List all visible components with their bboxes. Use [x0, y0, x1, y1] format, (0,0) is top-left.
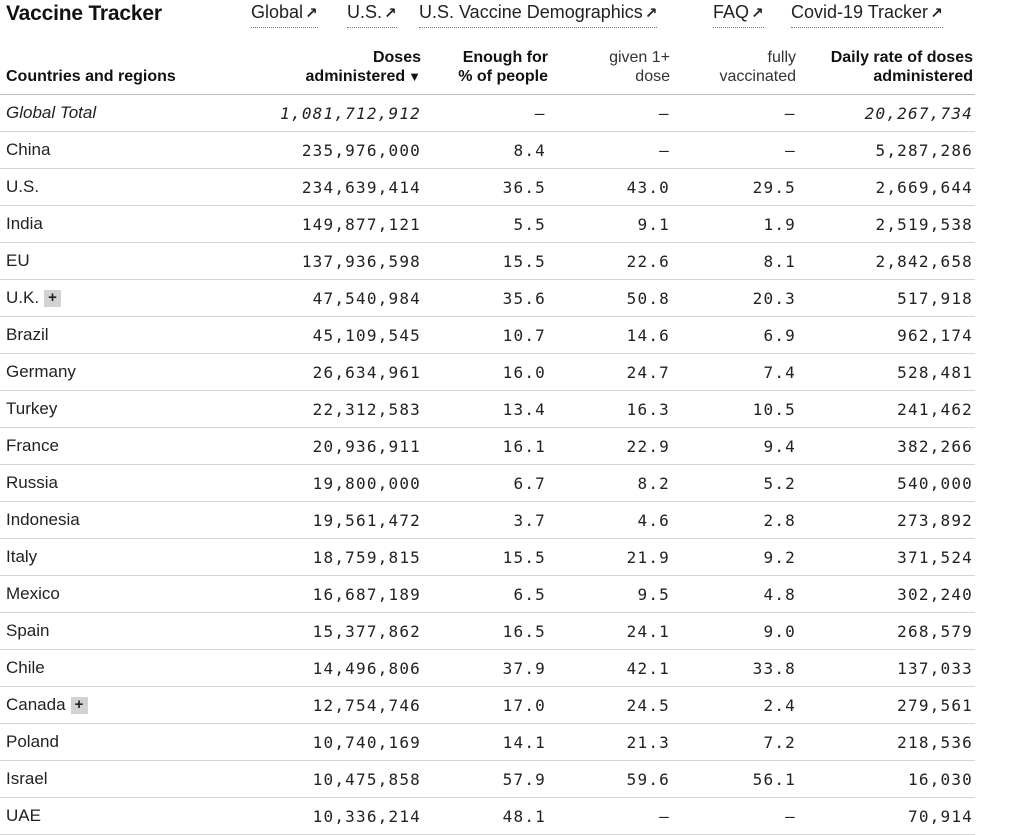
given-cell: – [548, 95, 672, 132]
table-row [0, 761, 975, 798]
daily-cell: 540,000 [798, 465, 975, 502]
fully-cell: 10.5 [672, 391, 798, 428]
daily-cell: 5,287,286 [798, 132, 975, 169]
table-row [0, 613, 975, 650]
table-row [0, 391, 975, 428]
nav-link-label: Covid-19 Tracker [791, 2, 929, 22]
country-name: Brazil [6, 325, 49, 344]
external-arrow-icon: ↗ [384, 5, 397, 22]
country-cell [0, 576, 253, 613]
expand-plus-icon[interactable]: + [71, 697, 88, 714]
given-cell: 9.5 [548, 576, 672, 613]
table-header-row [0, 34, 975, 95]
country-name: Germany [6, 362, 76, 381]
header-daily-rate[interactable] [798, 34, 975, 95]
nav-link-global[interactable] [251, 2, 318, 28]
enough-cell: 10.7 [423, 317, 548, 354]
daily-cell: 137,033 [798, 650, 975, 687]
given-cell: 21.9 [548, 539, 672, 576]
daily-cell: 241,462 [798, 391, 975, 428]
nav-link-label: U.S. Vaccine Demographics [419, 2, 643, 22]
daily-cell: 279,561 [798, 687, 975, 724]
doses-cell: 18,759,815 [253, 539, 423, 576]
daily-cell: 528,481 [798, 354, 975, 391]
doses-cell: 19,561,472 [253, 502, 423, 539]
header-enough-for[interactable] [423, 34, 548, 95]
enough-cell: 15.5 [423, 539, 548, 576]
country-cell [0, 132, 253, 169]
nav-link-label: U.S. [347, 2, 383, 22]
given-cell: 21.3 [548, 724, 672, 761]
enough-cell: 37.9 [423, 650, 548, 687]
nav-link-us-vaccine-demographics[interactable] [419, 2, 657, 28]
country-cell [0, 687, 253, 724]
given-cell: 9.1 [548, 206, 672, 243]
daily-cell: 16,030 [798, 761, 975, 798]
header-label-line1: Daily rate of doses [830, 49, 973, 66]
doses-cell: 47,540,984 [253, 280, 423, 317]
fully-cell: 1.9 [672, 206, 798, 243]
country-name: Chile [6, 658, 45, 677]
enough-cell: 16.1 [423, 428, 548, 465]
country-name: EU [6, 251, 30, 270]
nav-link-us[interactable] [347, 2, 397, 28]
table-row [0, 798, 975, 835]
fully-cell: – [672, 132, 798, 169]
enough-cell: 13.4 [423, 391, 548, 428]
country-cell [0, 317, 253, 354]
fully-cell: 33.8 [672, 650, 798, 687]
table-row [0, 132, 975, 169]
doses-cell: 234,639,414 [253, 169, 423, 206]
table-row [0, 650, 975, 687]
given-cell: – [548, 798, 672, 835]
fully-cell: 9.0 [672, 613, 798, 650]
doses-cell: 15,377,862 [253, 613, 423, 650]
enough-cell: 17.0 [423, 687, 548, 724]
doses-cell: 19,800,000 [253, 465, 423, 502]
header-label: Countries and regions [6, 68, 176, 85]
enough-cell: 16.5 [423, 613, 548, 650]
given-cell: 14.6 [548, 317, 672, 354]
country-cell [0, 539, 253, 576]
doses-cell: 10,740,169 [253, 724, 423, 761]
country-cell [0, 206, 253, 243]
external-arrow-icon: ↗ [930, 5, 943, 22]
header-label-line2: administered [873, 68, 973, 85]
enough-cell: 36.5 [423, 169, 548, 206]
doses-cell: 20,936,911 [253, 428, 423, 465]
header-countries[interactable] [0, 34, 253, 95]
external-arrow-icon: ↗ [644, 5, 658, 22]
country-cell [0, 724, 253, 761]
nav-link-label: FAQ [713, 2, 750, 22]
daily-cell: 273,892 [798, 502, 975, 539]
doses-cell: 45,109,545 [253, 317, 423, 354]
country-name: UAE [6, 806, 41, 825]
sort-down-icon: ▼ [408, 69, 421, 84]
country-name: China [6, 140, 51, 159]
enough-cell: 15.5 [423, 243, 548, 280]
top-bar [6, 0, 1016, 34]
daily-cell: 371,524 [798, 539, 975, 576]
table-row [0, 539, 975, 576]
daily-cell: 302,240 [798, 576, 975, 613]
country-cell [0, 280, 253, 317]
fully-cell: 7.2 [672, 724, 798, 761]
country-name: Poland [6, 732, 59, 751]
given-cell: – [548, 132, 672, 169]
table-body [0, 95, 975, 835]
header-label-line2: dose [635, 68, 670, 85]
doses-cell: 12,754,746 [253, 687, 423, 724]
country-cell [0, 613, 253, 650]
enough-cell: 5.5 [423, 206, 548, 243]
country-cell [0, 798, 253, 835]
country-name: Italy [6, 547, 38, 566]
nav-link-label: Global [251, 2, 304, 22]
doses-cell: 137,936,598 [253, 243, 423, 280]
enough-cell: 57.9 [423, 761, 548, 798]
header-label-line2: vaccinated [719, 68, 796, 85]
external-arrow-icon: ↗ [751, 5, 764, 22]
country-cell [0, 169, 253, 206]
header-doses-administered[interactable] [253, 34, 423, 95]
header-label-line1: Enough for [462, 49, 548, 66]
fully-cell: 9.2 [672, 539, 798, 576]
table-row [0, 317, 975, 354]
country-name: Canada [6, 695, 66, 714]
nav-link-covid-19-tracker[interactable] [791, 2, 943, 28]
vaccine-table [0, 34, 975, 835]
daily-cell: 2,669,644 [798, 169, 975, 206]
enough-cell: 48.1 [423, 798, 548, 835]
app-title: Vaccine Tracker [6, 2, 162, 25]
country-cell [0, 391, 253, 428]
fully-cell: – [672, 798, 798, 835]
daily-cell: 70,914 [798, 798, 975, 835]
doses-cell: 235,976,000 [253, 132, 423, 169]
country-name: India [6, 214, 43, 233]
doses-cell: 14,496,806 [253, 650, 423, 687]
daily-cell: 382,266 [798, 428, 975, 465]
daily-cell: 268,579 [798, 613, 975, 650]
country-cell [0, 650, 253, 687]
country-cell [0, 465, 253, 502]
header-given-one-dose[interactable] [548, 34, 672, 95]
country-cell [0, 761, 253, 798]
fully-cell: 2.4 [672, 687, 798, 724]
enough-cell: 6.7 [423, 465, 548, 502]
header-label-line1: given 1+ [609, 49, 670, 66]
given-cell: 50.8 [548, 280, 672, 317]
doses-cell: 22,312,583 [253, 391, 423, 428]
enough-cell: – [423, 95, 548, 132]
country-name: Turkey [6, 399, 58, 418]
country-cell [0, 502, 253, 539]
table-row [0, 243, 975, 280]
table-row [0, 724, 975, 761]
fully-cell: 29.5 [672, 169, 798, 206]
country-name: Israel [6, 769, 48, 788]
table-row[interactable] [0, 280, 975, 317]
given-cell: 16.3 [548, 391, 672, 428]
table-row [0, 206, 975, 243]
header-label-line2: % of people [458, 68, 548, 85]
fully-cell: 2.8 [672, 502, 798, 539]
given-cell: 4.6 [548, 502, 672, 539]
table-row-global-total [0, 95, 975, 132]
country-cell [0, 95, 253, 132]
fully-cell: 5.2 [672, 465, 798, 502]
daily-cell: 962,174 [798, 317, 975, 354]
table-row [0, 502, 975, 539]
fully-cell: – [672, 95, 798, 132]
enough-cell: 14.1 [423, 724, 548, 761]
header-label-line1: Doses [372, 49, 421, 66]
doses-cell: 10,336,214 [253, 798, 423, 835]
daily-cell: 218,536 [798, 724, 975, 761]
country-name: Russia [6, 473, 58, 492]
given-cell: 22.6 [548, 243, 672, 280]
given-cell: 24.7 [548, 354, 672, 391]
country-name: France [6, 436, 59, 455]
header-label-line2: administered [305, 68, 406, 85]
given-cell: 8.2 [548, 465, 672, 502]
nav-link-faq[interactable] [713, 2, 764, 28]
daily-cell: 2,519,538 [798, 206, 975, 243]
given-cell: 22.9 [548, 428, 672, 465]
doses-cell: 149,877,121 [253, 206, 423, 243]
country-cell [0, 354, 253, 391]
country-name: Mexico [6, 584, 60, 603]
table-row [0, 354, 975, 391]
table-row[interactable] [0, 687, 975, 724]
table-row [0, 465, 975, 502]
doses-cell: 26,634,961 [253, 354, 423, 391]
fully-cell: 6.9 [672, 317, 798, 354]
enough-cell: 16.0 [423, 354, 548, 391]
fully-cell: 4.8 [672, 576, 798, 613]
given-cell: 24.1 [548, 613, 672, 650]
expand-plus-icon[interactable]: + [44, 290, 61, 307]
table-row [0, 428, 975, 465]
fully-cell: 8.1 [672, 243, 798, 280]
enough-cell: 35.6 [423, 280, 548, 317]
country-cell [0, 243, 253, 280]
country-name: Global Total [6, 103, 97, 122]
table-row [0, 576, 975, 613]
table-row [0, 169, 975, 206]
given-cell: 24.5 [548, 687, 672, 724]
daily-cell: 20,267,734 [798, 95, 975, 132]
enough-cell: 3.7 [423, 502, 548, 539]
fully-cell: 9.4 [672, 428, 798, 465]
daily-cell: 2,842,658 [798, 243, 975, 280]
given-cell: 42.1 [548, 650, 672, 687]
doses-cell: 16,687,189 [253, 576, 423, 613]
external-arrow-icon: ↗ [305, 5, 318, 22]
country-name: Spain [6, 621, 50, 640]
country-name: U.K. [6, 288, 40, 307]
daily-cell: 517,918 [798, 280, 975, 317]
given-cell: 59.6 [548, 761, 672, 798]
country-name: Indonesia [6, 510, 80, 529]
country-name: U.S. [6, 177, 40, 196]
header-fully-vaccinated[interactable] [672, 34, 798, 95]
header-label-line1: fully [767, 49, 796, 66]
doses-cell: 10,475,858 [253, 761, 423, 798]
fully-cell: 56.1 [672, 761, 798, 798]
fully-cell: 20.3 [672, 280, 798, 317]
country-cell [0, 428, 253, 465]
given-cell: 43.0 [548, 169, 672, 206]
fully-cell: 7.4 [672, 354, 798, 391]
enough-cell: 8.4 [423, 132, 548, 169]
doses-cell: 1,081,712,912 [253, 95, 423, 132]
enough-cell: 6.5 [423, 576, 548, 613]
